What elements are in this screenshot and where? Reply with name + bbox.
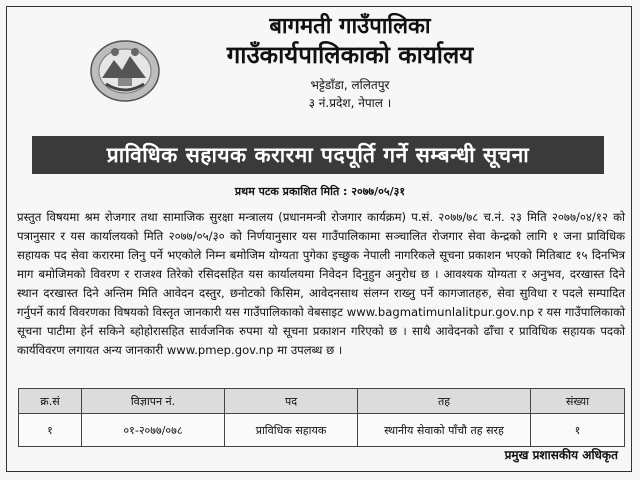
office-location: भट्टेडाँडा, ललितपुर [310,78,390,92]
column-header-ad-no: विज्ञापन नं. [82,389,225,414]
cell-sn: १ [19,414,82,447]
cell-level: स्थानीय सेवाको पाँचौ तह सरह [358,414,531,447]
column-header-sn: क्र.सं [19,389,82,414]
notice-title-banner: प्राविधिक सहायक करारमा पदपूर्ति गर्ने सम्बन्धी सूचना [32,136,604,174]
publication-date: प्रथम पटक प्रकाशित मिति : २०७७/०५/३१ [234,185,406,198]
cell-post: प्राविधिक सहायक [225,414,358,447]
column-header-post: पद [225,389,358,414]
province-line: ३ नं.प्रदेश, नेपाल । [308,96,392,110]
table-header-row [19,389,625,414]
office-name: गाउँकार्यपालिकाको कार्यालय [226,41,474,69]
signatory-title: प्रमुख प्रशासकीय अधिकृत [504,448,618,462]
column-header-count: संख्या [531,389,625,414]
notice-body: प्रस्तुत विषयमा श्रम रोजगार तथा सामाजिक सुरक्षा मन्त्रालय (प्रधानमन्त्री रोजगार कार्यक्रम) प.सं. २०७७/७८ च.नं. २३ मिति २०७७/०४/१२ को पत्रानुसार र यस कार्यालयको मिति २०७७/०५/३० को निर्णयानुसार यस गाउँपालिकामा सञ्चालित रोजगार सेवा केन्द्रको लागि १ जना प्राविधिक सहायक पद सेवा करारमा लिनु पर्ने भएकोले निम्न बमोजिम योग्यता पुगेका इच्छुक नेपाली नागरिकले सूचना प्रकाशन भएको मितिबाट १५ दिनभित्र माग बमोजिमको विवरण र राजश्व तिरेको रसिदसहित यस कार्यालयमा निवेदन दिनुहुन अनुरोध छ । आवश्यक योग्यता र अनुभव, दरखास्त दिने स्थान दरखास्त दिने अन्तिम मिति आवेदन दस्तुर, छनोटको किसिम, आवेदनसाथ संलग्न राख्नु पर्ने कागजातहरु, सेवा सुविधा र पदले सम्पादित गर्नुपर्ने कार्य विवरणका विषयको विस्तृत जानकारी यस गाउँपालिकाको वेबसाइट www.bagmatimunlalitpur.gov.np र यस गाउँपालिकाको सूचना पाटीमा हेर्न सकिने ब्होहोरासहित सार्वजनिक रुपमा यो सूचना प्रकाशन गरिएको छ । साथै आवेदनको ढाँचा र प्राविधिक सहायक पदको कार्यविवरण लगायत अन्य जानकारी www.pmep.gov.np मा उपलब्ध छ । [17,210,625,357]
cell-count: १ [531,414,625,447]
vacancy-table [18,388,625,447]
cell-ad-no: ०१-२०७७/०७८ [82,414,225,447]
column-header-level: तह [358,389,531,414]
table-row [19,414,625,447]
municipality-name: बागमती गाउँपालिका [269,14,431,39]
